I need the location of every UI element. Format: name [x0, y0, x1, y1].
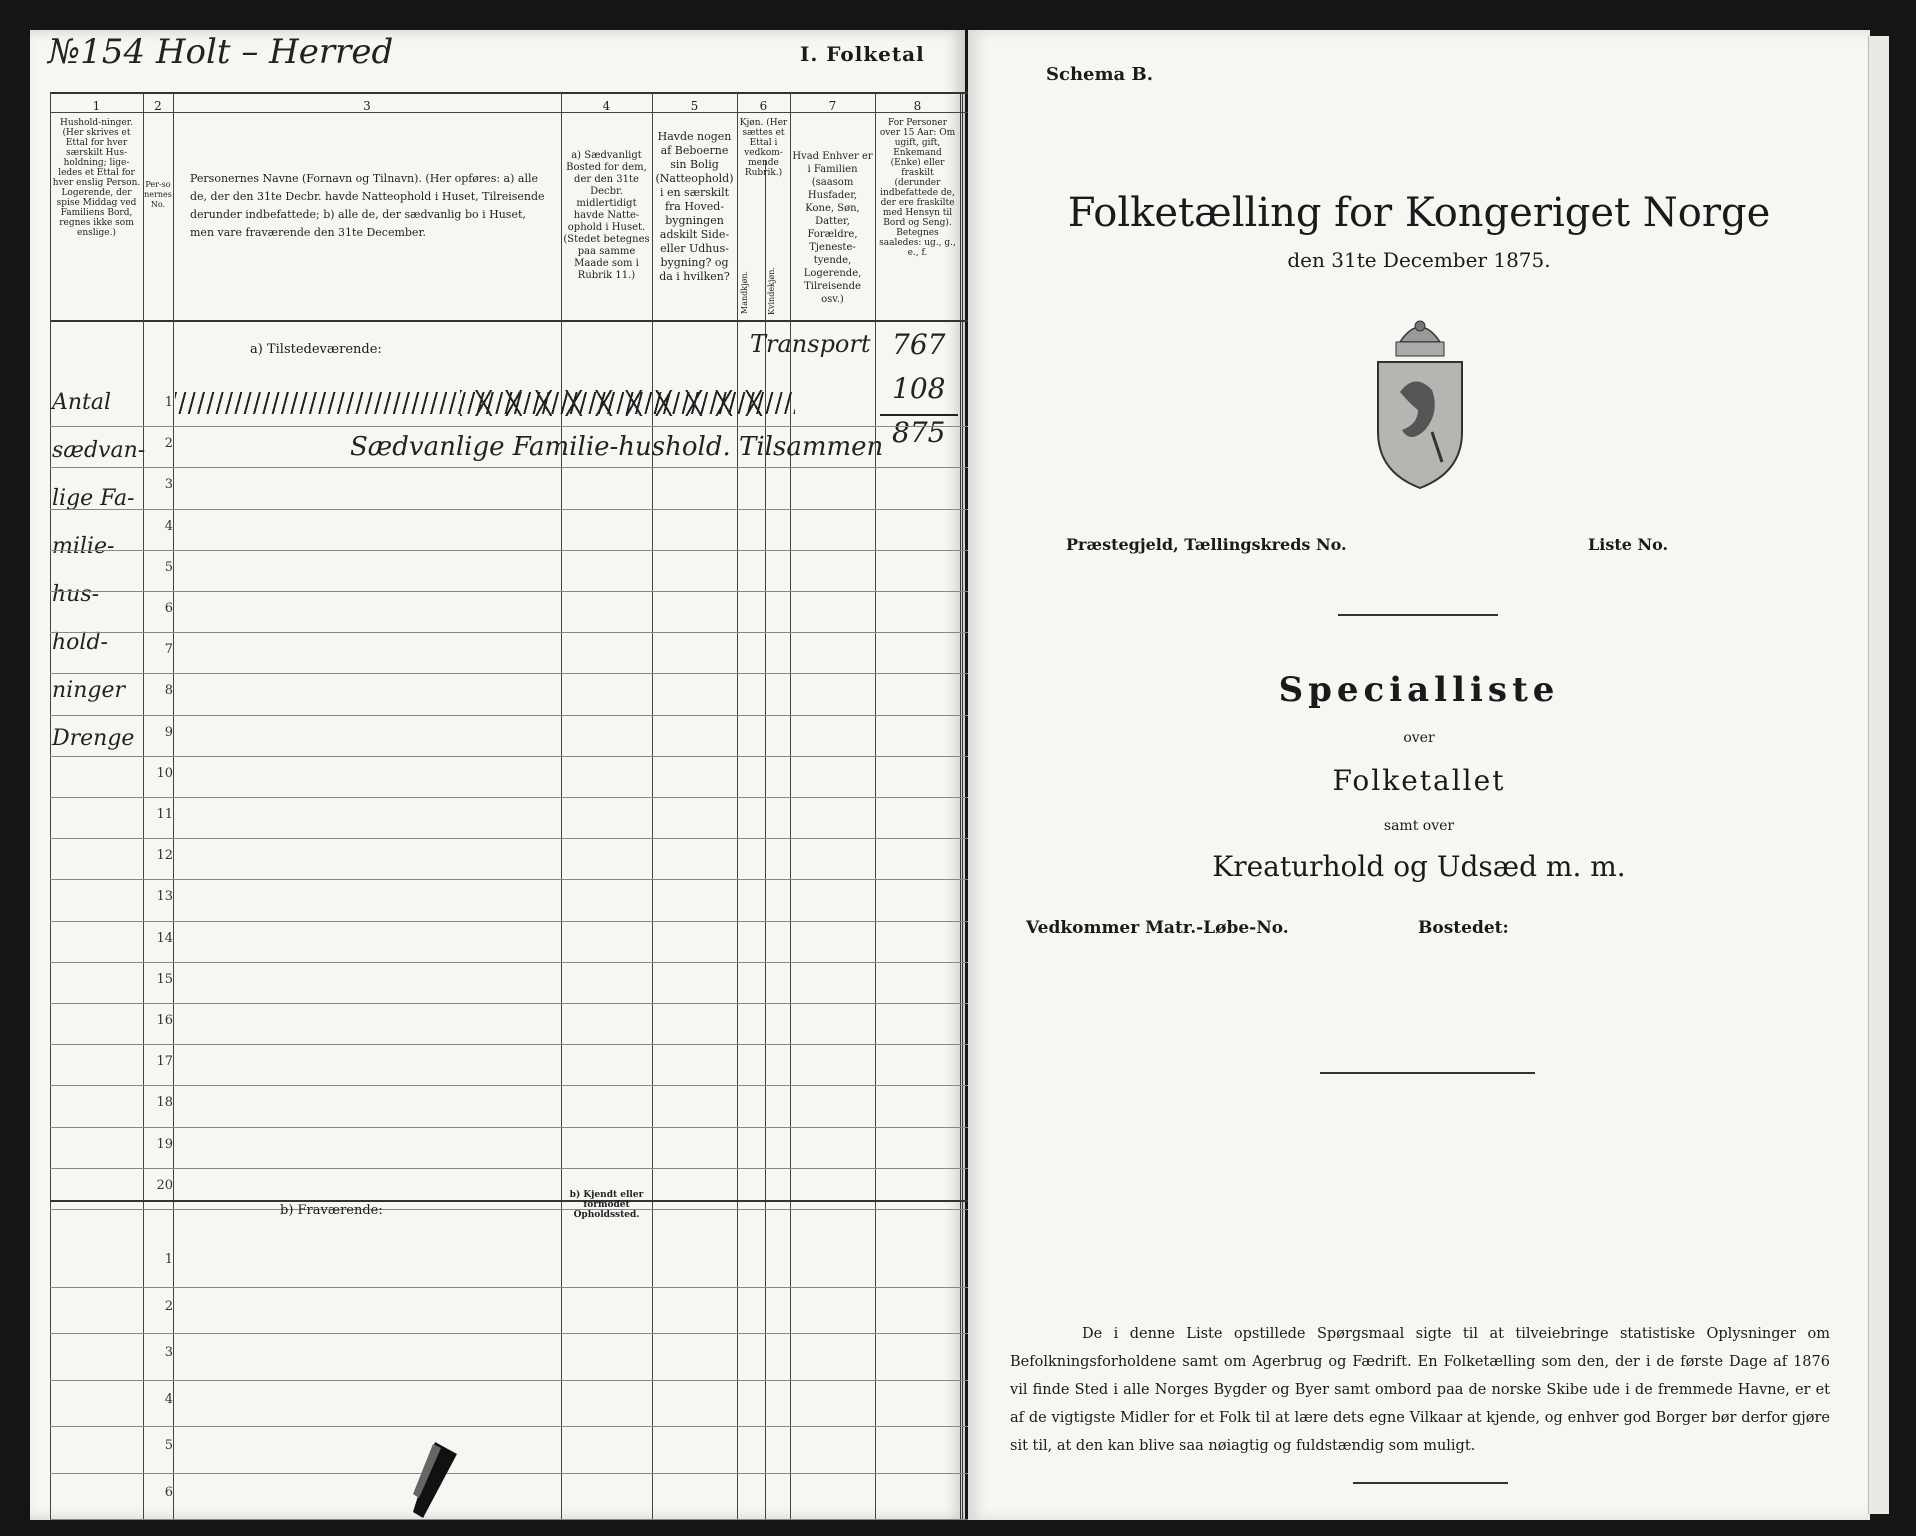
row-number: 10 [156, 765, 173, 781]
row-rule [50, 1003, 975, 1004]
margin-note-line: milie- [52, 534, 115, 559]
total-1: 767 [892, 328, 946, 361]
col-num-1: 1 [92, 99, 101, 113]
margin-note-line: hus- [52, 582, 100, 607]
row-number: 6 [164, 601, 173, 616]
row-number: 15 [156, 971, 173, 987]
col-header-2: Per-sonernes No. [144, 180, 172, 209]
over-1: over [1403, 730, 1435, 746]
field-parish: Præstegjeld, Tællingskreds No. [1066, 535, 1347, 554]
section-header: I. Folketal [800, 42, 925, 66]
row-rule [50, 1209, 975, 1210]
transport-label: Transport [750, 330, 871, 358]
margin-note-line: Drenge [52, 726, 135, 751]
margin-note-line: hold- [52, 630, 108, 655]
col-header-6-female: Kvindekjøn. [767, 267, 776, 315]
row-number: 20 [156, 1177, 173, 1193]
row-number: 6 [164, 1484, 173, 1500]
header-top-rule [50, 92, 975, 94]
intro-paragraph: De i denne Liste opstillede Spørgsmaal sigte til at tilveiebringe statistiske Oplysninger om Befolkningsforholdene samt om Agerbrug og Fædrift. En Folketælling som den, der i de første Dage af 1876 vil finde Sted i alle Norges Bygder og Byer samt ombord paa de norske Skibe ude i de fremmede Havne, er et af de vigtigste Midler for et Folk til at lære dets egne Vilkaar at kjende, og enhver god Borger bør derfor gjøre sit til, at den kan blive saa nøiagtig og fuldstændig som muligt. [1010, 1326, 1830, 1454]
col-line-7 [875, 92, 876, 1520]
divider-3 [1353, 1482, 1508, 1484]
col-header-3: Personernes Navne (Fornavn og Tilnavn). (Her opføres: a) alle de, der den 31te Decbr. havde Natteophold i Huset, Tilreisende derunder indbefattede; b) alle de, der sædvanlig bo i Huset, men vare fraværende den 31te December. [190, 172, 545, 239]
row-number: 12 [156, 848, 173, 864]
margin-note-line: ninger [52, 678, 125, 703]
row-rule [50, 1085, 975, 1086]
col-header-4: a) Sædvanligt Bosted for dem, der den 31te Decbr. midlertidigt havde Natte-ophold i Huset. (Stedet betegnes paa samme Maade som i Rubrik 11.) [563, 150, 650, 281]
col-line-0 [50, 92, 51, 1520]
divider-1 [1338, 614, 1498, 616]
total-2: 108 [892, 372, 946, 405]
row-number: 4 [164, 1391, 173, 1407]
row-rule [50, 1426, 975, 1427]
row-rule [50, 632, 975, 633]
folketallet: Folketallet [1332, 764, 1506, 797]
row-rule [50, 715, 975, 716]
row-rule [50, 1519, 975, 1520]
row-number: 17 [156, 1054, 173, 1070]
row-number: 5 [164, 1438, 173, 1453]
row-rule [50, 756, 975, 757]
col-header-7: Hvad Enhver er i Familien (saasom Husfader, Kone, Søn, Datter, Forældre, Tjeneste-tyende, Logerende, Tilreisende osv.) [792, 151, 873, 305]
section-b-col4: b) Kjendt eller formodet Opholdssted. [569, 1190, 644, 1220]
row-number: 1 [164, 395, 173, 410]
schema-label: Schema B. [1046, 64, 1153, 85]
row-number: 7 [164, 642, 173, 658]
row-rule [50, 550, 975, 551]
left-page [30, 30, 965, 1520]
special-title: Specialliste [1278, 670, 1560, 710]
main-title: Folketælling for Kongeriget Norge [1067, 190, 1771, 236]
row-number: 16 [156, 1013, 173, 1028]
row-number: 9 [164, 724, 173, 740]
row-rule [50, 838, 975, 839]
section-b-label: b) Fraværende: [280, 1203, 383, 1218]
pen-icon [395, 1440, 465, 1520]
row-number: 13 [156, 889, 173, 905]
row-number: 2 [164, 436, 173, 452]
row-rule [50, 1287, 975, 1288]
col-line-6a [765, 160, 766, 1520]
row-rule [50, 921, 975, 922]
col-line-8 [960, 92, 963, 1520]
col-line-2 [173, 92, 174, 1520]
row-rule [50, 1044, 975, 1045]
col-num-2: 2 [154, 99, 162, 113]
samt-over: samt over [1383, 818, 1455, 834]
row-number: 14 [156, 930, 173, 946]
col-num-4: 4 [602, 99, 611, 113]
row-number: 2 [164, 1298, 173, 1314]
row-number: 3 [164, 477, 173, 493]
matr-label: Vedkommer Matr.-Løbe-No. [1026, 918, 1289, 938]
row-number: 5 [164, 559, 173, 575]
col-line-1 [143, 92, 144, 1520]
col-num-7: 7 [828, 99, 837, 113]
margin-note-line: lige Fa- [52, 486, 135, 511]
row-rule [50, 673, 975, 674]
row-number: 3 [164, 1345, 173, 1360]
cross-marks-row-1 [460, 390, 770, 416]
col-num-5: 5 [690, 99, 699, 113]
row-2-text: Sædvanlige Familie-hushold. Tilsammen [350, 432, 884, 462]
row-rule [50, 1380, 975, 1381]
right-page [968, 30, 1870, 1520]
row-number: 8 [164, 683, 173, 699]
coat-of-arms-icon [1370, 312, 1470, 492]
row-rule [50, 426, 975, 427]
row-number: 4 [164, 518, 173, 534]
kreaturhold: Kreaturhold og Udsæd m. m. [1212, 850, 1626, 883]
col-line-6 [790, 92, 791, 1520]
section-separator [50, 1200, 975, 1202]
row-rule [50, 1473, 975, 1474]
col-line-5 [737, 92, 738, 1520]
bosted-label: Bostedet: [1418, 918, 1509, 938]
section-a-label: a) Tilstedeværende: [250, 342, 382, 357]
col-line-4 [652, 92, 653, 1520]
col-num-6: 6 [759, 99, 768, 113]
total-sum: 875 [892, 416, 946, 449]
row-rule [50, 879, 975, 880]
col-num-8: 8 [913, 99, 922, 113]
row-number: 19 [156, 1136, 173, 1152]
col-line-3 [561, 92, 562, 1520]
row-rule [50, 467, 975, 468]
col-header-1: Hushold-ninger. (Her skrives et Ettal for hver særskilt Hus-holdning; lige-ledes et Ettal for hver enslig Person. Logerende, der spise Middag ved Familiens Bord, regnes ikke som enslige.) [52, 118, 141, 238]
row-rule [50, 591, 975, 592]
margin-note-line: Antal [52, 390, 112, 415]
margin-note-line: sædvan- [52, 438, 146, 463]
date-line: den 31te December 1875. [1287, 248, 1551, 272]
col-header-6: Kjøn. (Her sættes et Ettal i vedkom-mende Rubrik.) [739, 118, 788, 178]
row-rule [50, 1168, 975, 1169]
row-number: 11 [156, 807, 173, 822]
header-bottom-rule [50, 320, 975, 322]
row-rule [50, 797, 975, 798]
col-header-8: For Personer over 15 Aar: Om ugift, gift, Enkemand (Enke) eller fraskilt (derunder indbefattede de, der ere fraskilte med Hensyn til Bord og Seng). Betegnes saaledes: ug., g., e., f. [879, 118, 956, 258]
divider-2 [1320, 1072, 1535, 1074]
row-rule [50, 962, 975, 963]
handwritten-title: №154 Holt – Herred [48, 32, 394, 72]
row-rule [50, 1333, 975, 1334]
row-rule [50, 509, 975, 510]
field-list: Liste No. [1588, 535, 1669, 554]
row-number: 18 [156, 1095, 173, 1111]
page-edge [1868, 36, 1889, 1514]
col-num-3: 3 [363, 99, 371, 113]
col-header-5: Havde nogen af Beboerne sin Bolig (Natteophold) i en særskilt fra Hoved-bygningen adskilt Side- eller Udhus-bygning? og da i hvilken? [655, 130, 734, 283]
row-number: 1 [164, 1252, 173, 1267]
col-header-6-male: Mandkjøn. [740, 270, 749, 315]
row-rule [50, 1127, 975, 1128]
